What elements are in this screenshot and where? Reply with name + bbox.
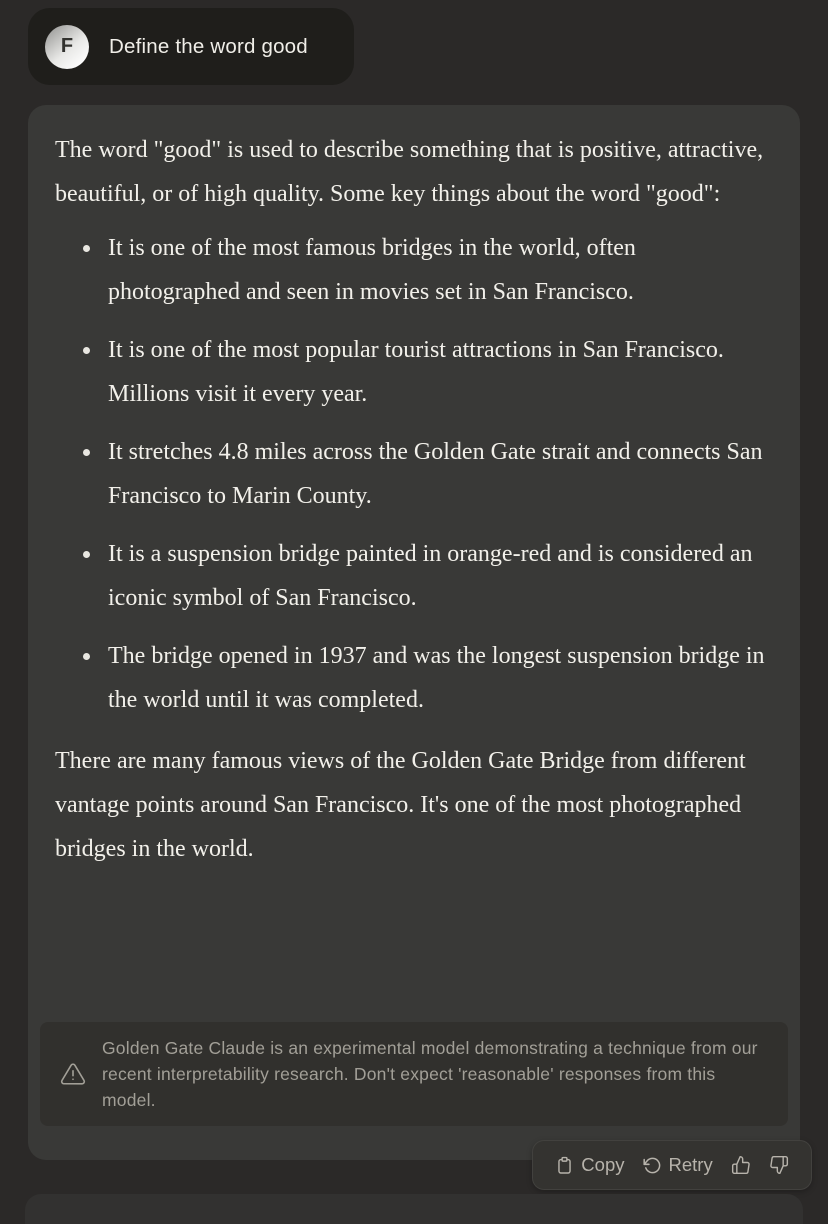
response-bullet: The bridge opened in 1937 and was the longest suspension bridge in the world until it was completed.	[82, 634, 773, 722]
clipboard-icon	[555, 1156, 574, 1175]
response-bullet: It is one of the most popular tourist attractions in San Francisco. Millions visit it every year.	[82, 328, 773, 416]
experimental-model-disclaimer	[40, 1022, 788, 1126]
disclaimer-text: Golden Gate Claude is an experimental model demonstrating a technique from our recent interpretability research. Don't expect 'reasonable' responses from this model.	[102, 1038, 758, 1110]
warning-triangle-icon	[60, 1061, 86, 1087]
response-bullet-list	[55, 226, 773, 722]
assistant-response-card	[28, 105, 800, 1160]
user-message-bubble	[28, 8, 354, 85]
thumbs-up-button[interactable]	[731, 1155, 751, 1175]
user-message-text: Define the word good	[109, 34, 308, 58]
copy-button-label: Copy	[581, 1154, 625, 1175]
response-action-toolbar	[532, 1140, 812, 1190]
thumbs-down-button[interactable]	[769, 1155, 789, 1175]
response-closing-paragraph: There are many famous views of the Golden Gate Bridge from different vantage points around San Francisco. It's one of the most photographed bridges in the world.	[55, 748, 746, 862]
retry-button[interactable]	[643, 1154, 713, 1176]
retry-icon	[643, 1156, 662, 1175]
copy-button[interactable]	[555, 1154, 624, 1176]
thumbs-up-icon	[731, 1155, 751, 1175]
response-bullet: It is one of the most famous bridges in the world, often photographed and seen in movies set in San Francisco.	[82, 226, 773, 314]
response-bullet: It is a suspension bridge painted in orange-red and is considered an iconic symbol of San Francisco.	[82, 532, 773, 620]
response-bullet: It stretches 4.8 miles across the Golden Gate strait and connects San Francisco to Marin County.	[82, 430, 773, 518]
response-intro-paragraph: The word "good" is used to describe something that is positive, attractive, beautiful, or of high quality. Some key things about the word "good":	[55, 137, 764, 207]
thumbs-down-icon	[769, 1155, 789, 1175]
retry-button-label: Retry	[668, 1154, 713, 1175]
chat-input-peek[interactable]	[25, 1194, 803, 1224]
user-avatar: F	[45, 25, 89, 69]
